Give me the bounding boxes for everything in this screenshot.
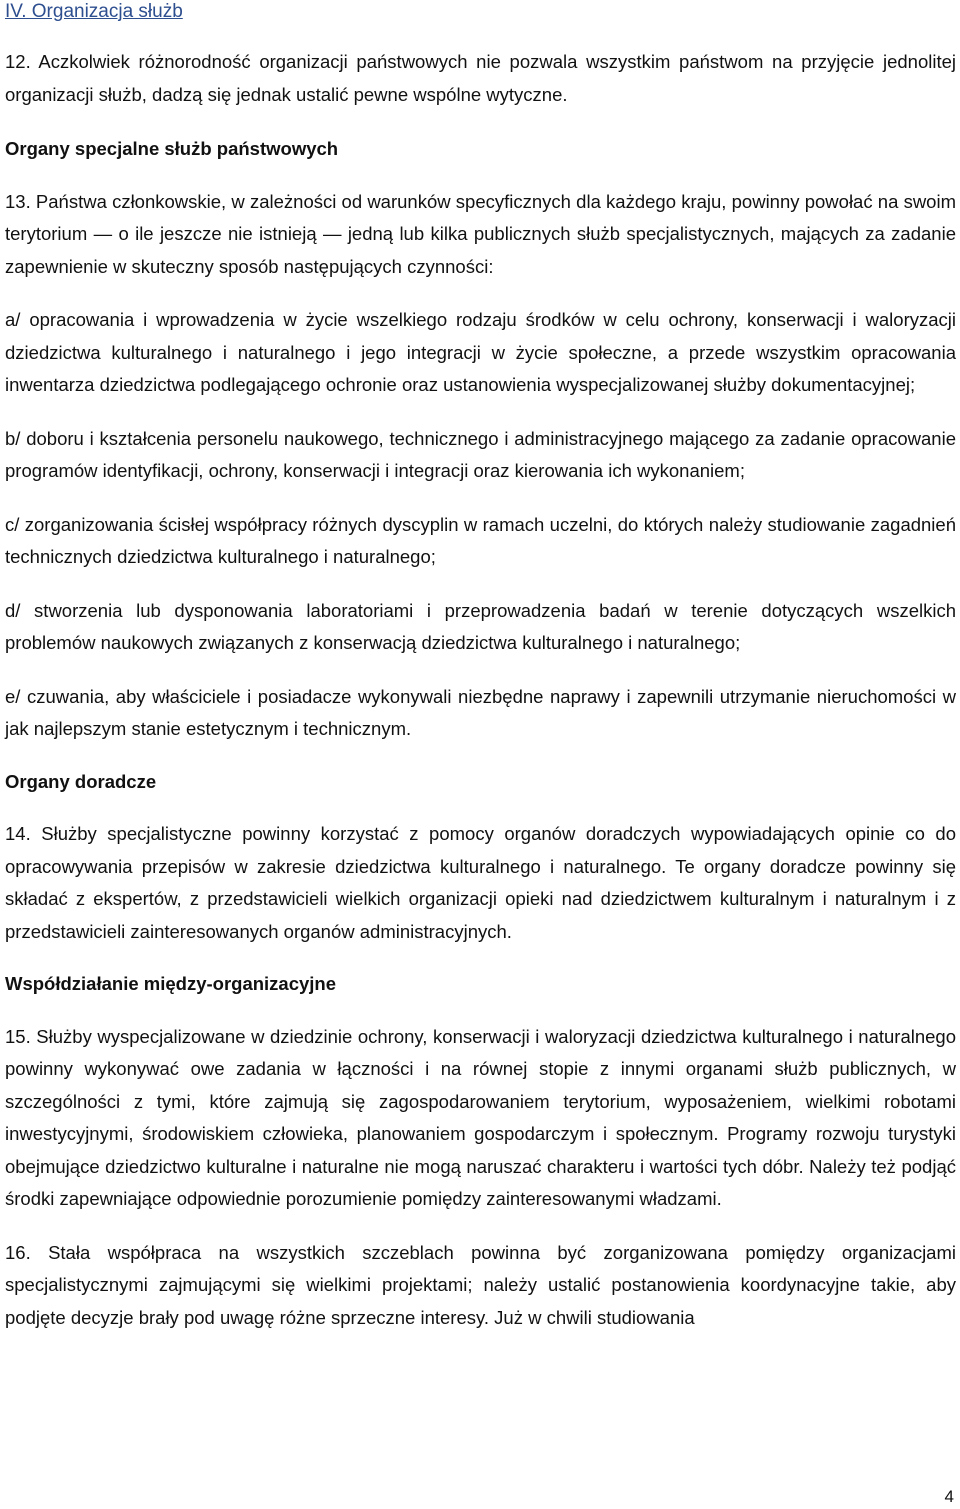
section-title: IV. Organizacja służb (5, 1, 183, 22)
document-page (5, 0, 956, 1334)
paragraph-14: 14. Służby specjalistyczne powinny korzystać z pomocy organów doradczych wypowiadających opinie co do opracowywania przepisów w zakresie dziedzictwa kulturalnego i naturalnego. Te organy doradcze powinny się składać z ekspertów, z przedstawicieli wielkich organizacji opieki nad dziedzictwem kulturalnym i naturalnym i z przedstawicieli zainteresowanych organów administracyjnych. (5, 823, 956, 942)
list-item-b: b/ doboru i kształcenia personelu naukowego, technicznego i administracyjnego mającego za zadanie opracowanie programów identyfikacji, ochrony, konserwacji i integracji oraz kierowania ich wykonaniem; (5, 427, 956, 481)
page-number: 4 (944, 1487, 954, 1506)
heading-advisory-organs: Organy doradcze (5, 770, 157, 792)
heading-inter-organizational-cooperation: Współdziałanie między-organizacyjne (5, 973, 337, 994)
heading-specialized-organs: Organy specjalne służb państwowych (5, 138, 339, 159)
paragraph-12: 12. Aczkolwiek różnorodność organizacji państwowych nie pozwala wszystkim państwom na przyjęcie jednolitej organizacji służb, dadzą się jednak ustalić pewne wspólne wytyczne. (5, 51, 956, 105)
paragraph-15: 15. Służby wyspecjalizowane w dziedzinie ochrony, konserwacji i waloryzacji dziedzictwa kulturalnego i naturalnego powinny wykonywać owe zadania w łączności i na równej stopie z innymi organami służb publicznych, w szczególności z tymi, które zajmują się zagospodarowaniem terytorium, wyposażeniem, wielkimi robotami inwestycyjnymi, środowiskiem człowieka, planowaniem gospodarczym i społecznym. Programy rozwoju turystyki obejmujące dziedzictwo kulturalne i naturalne nie mogą naruszać charakteru i wartości tych dóbr. Należy też podjąć środki zapewniające odpowiednie porozumienie pomiędzy zainteresowanymi władzami. (5, 1025, 956, 1209)
list-item-c: c/ zorganizowania ścisłej współpracy różnych dyscyplin w ramach uczelni, do których należy studiowanie zagadnień technicznych dziedzictwa kulturalnego i naturalnego; (5, 513, 956, 567)
paragraph-13: 13. Państwa członkowskie, w zależności od warunków specyficznych dla każdego kraju, powinny powołać na swoim terytorium — o ile jeszcze nie istnieją — jedną lub kilka publicznych służb specjalistycznych, mających za zadanie zapewnienie w skuteczny sposób następujących czynności: (5, 190, 956, 277)
list-item-e: e/ czuwania, aby właściciele i posiadacze wykonywali niezbędne naprawy i zapewnili utrzymanie nieruchomości w jak najlepszym stanie estetycznym i technicznym. (5, 685, 956, 739)
list-item-a: a/ opracowania i wprowadzenia w życie wszelkiego rodzaju środków w celu ochrony, konserwacji i waloryzacji dziedzictwa kulturalnego i naturalnego i jego integracji w życie społeczne, a przede wszystkim opracowania inwentarza dziedzictwa podlegającego ochronie oraz ustanowienia wyspecjalizowanej służby dokumentacyjnej; (5, 309, 956, 395)
paragraph-16: 16. Stała współpraca na wszystkich szczeblach powinna być zorganizowana pomiędzy organizacjami specjalistycznymi zajmującymi się wielkimi projektami; należy ustalić postanowienia koordynacyjne takie, aby podjęte decyzje brały pod uwagę różne sprzeczne interesy. Już w chwili studiowania (5, 1241, 956, 1328)
list-item-d: d/ stworzenia lub dysponowania laboratoriami i przeprowadzenia badań w terenie dotyczących wszelkich problemów naukowych związanych z konserwacją dziedzictwa kulturalnego i naturalnego; (5, 599, 956, 653)
